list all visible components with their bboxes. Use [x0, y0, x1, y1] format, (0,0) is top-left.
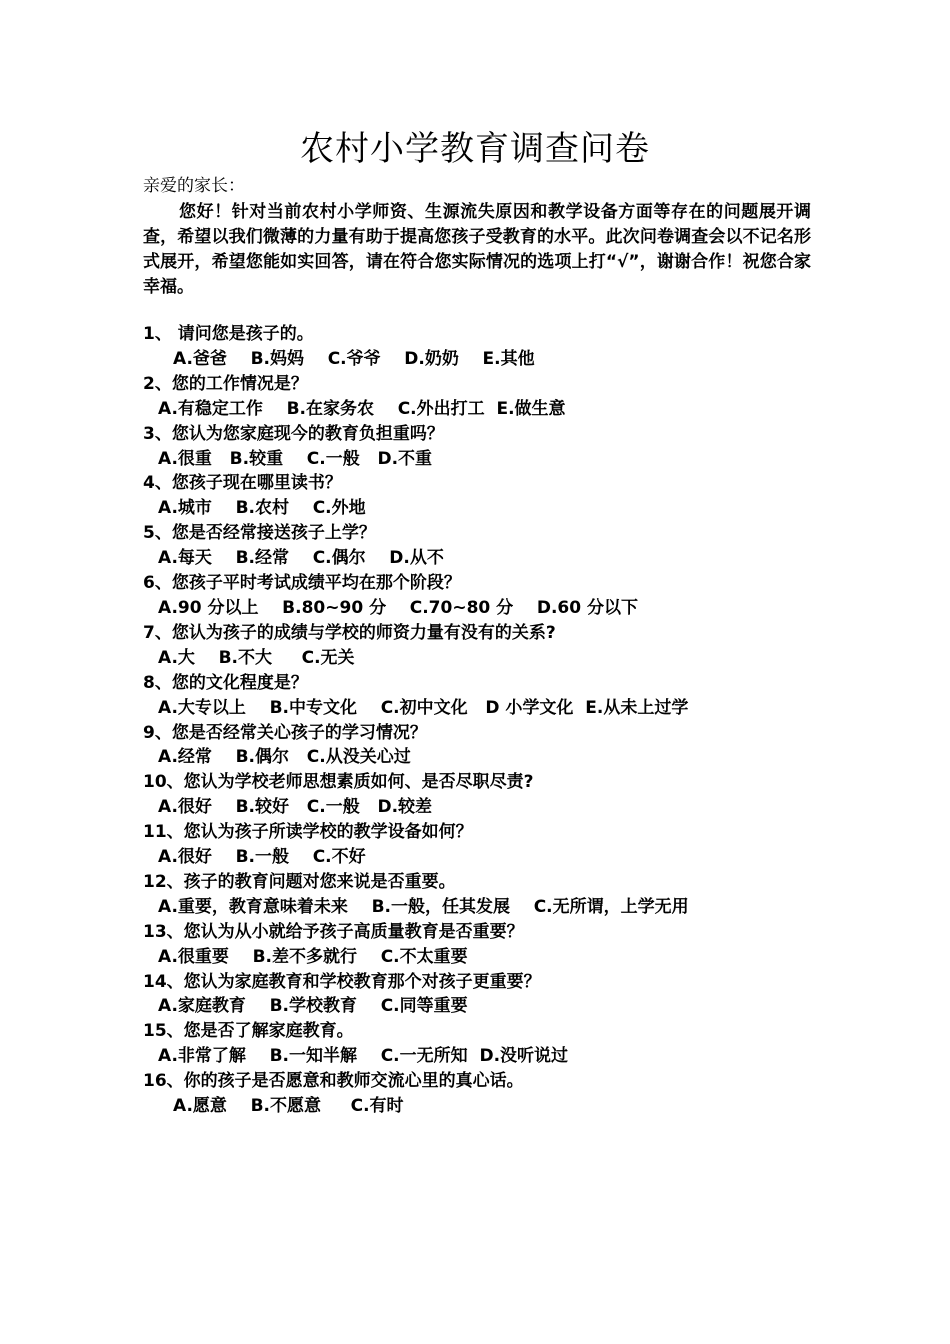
question-text: 7、您认为孩子的成绩与学校的师资力量有没有的关系? — [143, 622, 556, 643]
question-item — [143, 372, 843, 422]
question-item — [143, 422, 843, 472]
question-text: 5、您是否经常接送孩子上学？ — [143, 523, 376, 544]
question-text: 13、您认为从小就给予孩子高质量教育是否重要？ — [143, 921, 524, 942]
question-item — [143, 970, 843, 1020]
question-options: A.愿意 B.不愿意 C.有时 — [173, 1096, 404, 1117]
question-options: A.很好 B.一般 C.不好 — [158, 847, 366, 868]
question-item — [143, 671, 843, 721]
question-item — [143, 820, 843, 870]
question-list — [143, 322, 843, 1119]
question-options: A.非常了解 B.一知半解 C.一无所知 D.没听说过 — [158, 1046, 569, 1067]
question-text: 2、您的工作情况是？ — [143, 373, 308, 394]
question-item — [143, 1069, 843, 1119]
intro-paragraph: 您好！针对当前农村小学师资、生源流失原因和教学设备方面等存在的问题展开调查，希望以我们微薄的力量有助于提高您孩子受教育的水平。此次问卷调查会以不记名形式展开，希望您能如实回答，请在符合您实际情况的选项上打“√”，谢谢合作！祝您合家幸福。 — [143, 202, 811, 297]
question-item — [143, 621, 843, 671]
question-item — [143, 471, 843, 521]
question-options: A.重要，教育意味着未来 B.一般，任其发展 C.无所谓，上学无用 — [158, 896, 689, 917]
question-options: A.经常 B.偶尔 C.从没关心过 — [158, 747, 411, 768]
question-options: A.爸爸 B.妈妈 C.爷爷 D.奶奶 E.其他 — [173, 348, 535, 369]
question-options: A.大专以上 B.中专文化 C.初中文化 D 小学文化 E.从未上过学 — [158, 697, 689, 718]
question-options: A.大 B.不大 C.无关 — [158, 647, 355, 668]
question-item — [143, 521, 843, 571]
question-text: 4、您孩子现在哪里读书？ — [143, 473, 342, 494]
question-text: 9、您是否经常关心孩子的学习情况？ — [143, 722, 427, 743]
question-options: A.家庭教育 B.学校教育 C.同等重要 — [158, 996, 468, 1017]
document-title: 农村小学教育调查问卷 — [300, 129, 650, 169]
question-text: 16、你的孩子是否愿意和教师交流心里的真心话。 — [143, 1071, 524, 1092]
question-options: A.很好 B.较好 C.一般 D.较差 — [158, 797, 433, 818]
question-options: A.有稳定工作 B.在家务农 C.外出打工 E.做生意 — [158, 398, 566, 419]
question-options: A.很重 B.较重 C.一般 D.不重 — [158, 448, 433, 469]
question-text: 8、您的文化程度是？ — [143, 672, 308, 693]
question-item — [143, 870, 843, 920]
question-text: 6、您孩子平时考试成绩平均在那个阶段？ — [143, 573, 461, 594]
question-text: 15、您是否了解家庭教育。 — [143, 1021, 354, 1042]
question-item — [143, 322, 843, 372]
question-options: A.城市 B.农村 C.外地 — [158, 498, 366, 519]
question-text: 1、 请问您是孩子的。 — [143, 324, 314, 344]
question-text: 14、您认为家庭教育和学校教育那个对孩子更重要？ — [143, 971, 541, 992]
question-options: A.90 分以上 B.80~90 分 C.70~80 分 D.60 分以下 — [158, 597, 638, 618]
question-text: 12、孩子的教育问题对您来说是否重要。 — [143, 871, 456, 892]
question-item — [143, 1019, 843, 1069]
question-item — [143, 770, 843, 820]
question-text: 11、您认为孩子所读学校的教学设备如何？ — [143, 822, 473, 843]
question-item — [143, 920, 843, 970]
question-options: A.每天 B.经常 C.偶尔 D.从不 — [158, 548, 444, 569]
question-text: 10、您认为学校老师思想素质如何、是否尽职尽责? — [143, 772, 534, 793]
greeting: 亲爱的家长： — [143, 176, 245, 196]
question-item — [143, 721, 843, 771]
question-item — [143, 571, 843, 621]
question-text: 3、您认为您家庭现今的教育负担重吗？ — [143, 423, 444, 444]
question-options: A.很重要 B.差不多就行 C.不太重要 — [158, 946, 468, 967]
